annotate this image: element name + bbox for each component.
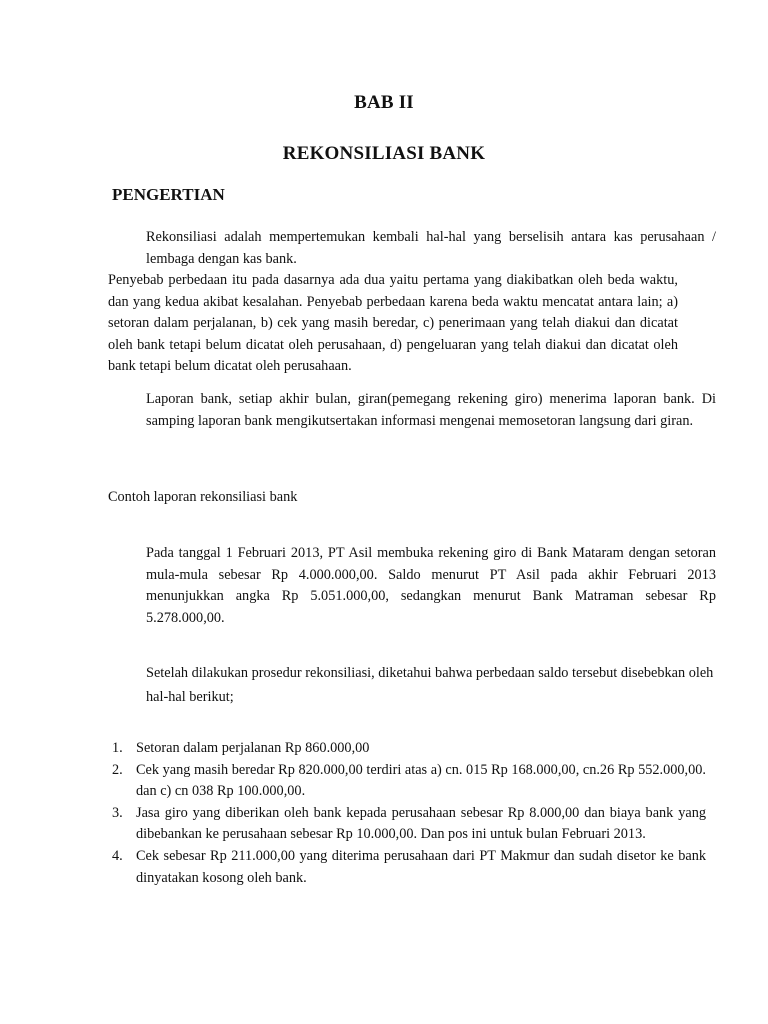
paragraph-example-case: Pada tanggal 1 Februari 2013, PT Asil membuka rekening giro di Bank Mataram dengan setoran mula-mula sebesar Rp 4.000.000,00. Saldo menurut PT Asil pada akhir Februari 2013 menunjukkan angka Rp 5.051.000,00, sedangkan menurut Bank Matraman sebesar Rp 5.278.000,00. [146, 545, 716, 626]
paragraph-reconciliation-result: Setelah dilakukan prosedur rekonsiliasi, diketahui bahwa perbedaan saldo tersebut disebebkan oleh hal-hal berikut; [146, 665, 714, 705]
list-item-number: 1. [112, 740, 123, 756]
difference-items-list [108, 738, 706, 889]
list-item [112, 846, 706, 889]
list-item-text: Setoran dalam perjalanan Rp 860.000,00 [136, 740, 370, 756]
section-heading: PENGERTIAN [112, 185, 225, 204]
list-item-number: 2. [112, 761, 123, 778]
list-item-text: Cek yang masih beredar Rp 820.000,00 terdiri atas a) cn. 015 Rp 168.000,00, cn.26 Rp 552.000,00. dan c) cn 038 Rp 100.000,00. [136, 761, 706, 800]
list-item [112, 803, 706, 846]
list-item-text: Jasa giro yang diberikan oleh bank kepada perusahaan sebesar Rp 8.000,00 dan biaya bank yang dibebankan ke perusahaan sebesar Rp 10.000,00. Dan pos ini untuk bulan Februari 2013. [136, 804, 706, 843]
paragraph-definition: Rekonsiliasi adalah mempertemukan kembali hal-hal yang berselisih antara kas perusahaan / lembaga dengan kas bank. [146, 229, 716, 267]
paragraph-example-label: Contoh laporan rekonsiliasi bank [108, 489, 298, 505]
list-item-text: Cek sebesar Rp 211.000,00 yang diterima perusahaan dari PT Makmur dan sudah disetor ke bank dinyatakan kosong oleh bank. [136, 847, 706, 886]
list-item-number: 3. [112, 804, 123, 821]
chapter-heading: BAB II [354, 92, 414, 113]
paragraph-bank-statement: Laporan bank, setiap akhir bulan, giran(pemegang rekening giro) menerima laporan bank. Di samping laporan bank mengikutsertakan informasi mengenai memosetoran langsung dari giran. [146, 391, 716, 429]
list-item-number: 4. [112, 847, 123, 864]
list-item [112, 738, 706, 760]
list-item [112, 760, 706, 803]
paragraph-causes: Penyebab perbedaan itu pada dasarnya ada dua yaitu pertama yang diakibatkan oleh beda waktu, dan yang kedua akibat kesalahan. Penyebab perbedaan karena beda waktu mencatat antara lain; a) setoran dalam perjalanan, b) cek yang masih beredar, c) penerimaan yang telah diakui dan dicatat oleh bank tetapi belum dicatat oleh perusahaan, d) pengeluaran yang telah diakui dan dicatat oleh bank tetapi belum dicatat oleh perusahaan. [108, 272, 678, 375]
page-title: REKONSILIASI BANK [282, 143, 486, 164]
